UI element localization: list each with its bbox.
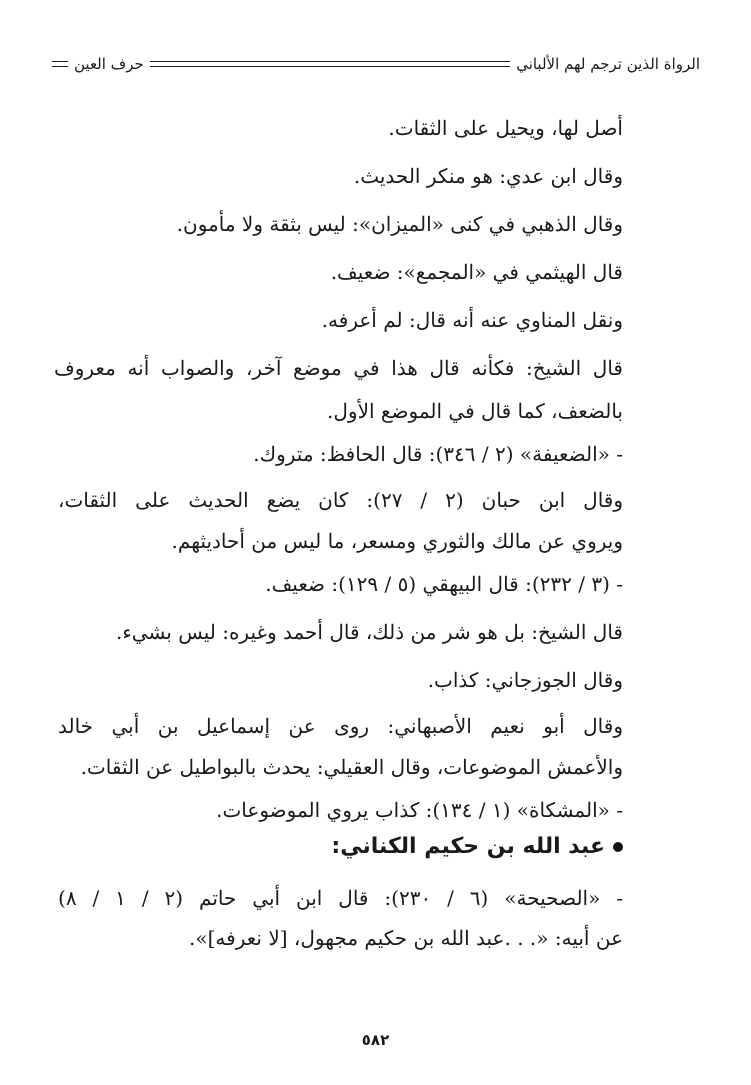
text-line: وقال ابن عدي: هو منكر الحديث. (353, 164, 623, 188)
entry-heading (331, 834, 623, 859)
text-line: وقال الذهبي في كنى «الميزان»: ليس بثقة ولا مأمون. (176, 212, 623, 236)
entry-heading-text: عبد الله بن حكيم الكناني: (331, 834, 605, 859)
text-line: - «الصحيحة» (٦ / ٢٣٠): قال ابن أبي حاتم (٢ / ١ / ٨) (58, 886, 624, 910)
text-line: قال الشيخ: فكأنه قال هذا في موضع آخر، والصواب أنه معروف (54, 356, 623, 380)
entry-text (58, 878, 623, 958)
text-line: وقال أبو نعيم الأصبهاني: روى عن إسماعيل بن أبي خالد (58, 714, 623, 738)
text-line: والأعمش الموضوعات، وقال العقيلي: يحدث بالبواطيل عن الثقات. (80, 755, 623, 779)
text-line: قال الشيخ: بل هو شر من ذلك، قال أحمد وغيره: ليس بشيء. (116, 620, 623, 644)
text-line: ويروي عن مالك والثوري ومسعر، ما ليس من أحاديثهم. (171, 529, 623, 553)
text-line: عن أبيه: «. . .عبد الله بن حكيم مجهول، [لا نعرفه]». (189, 926, 623, 950)
text-line: أصل لها، ويحيل على الثقات. (388, 116, 623, 140)
text-line: - «الضعيفة» (٢ / ٣٤٦): قال الحافظ: متروك. (253, 442, 623, 466)
running-header (52, 52, 700, 76)
page-number: ٥٨٢ (361, 1031, 390, 1049)
body-text (54, 104, 624, 834)
text-line: - (٣ / ٢٣٢): قال البيهقي (٥ / ١٢٩): ضعيف. (265, 572, 623, 596)
text-line: بالضعف، كما قال في الموضع الأول. (327, 399, 623, 423)
text-line: - «المشكاة» (١ / ١٣٤): كذاب يروي الموضوعات. (216, 798, 623, 822)
text-line: وقال ابن حبان (٢ / ٢٧): كان يضع الحديث على الثقات، (58, 488, 624, 512)
book-title: الرواة الذين ترجم لهم الألباني (516, 55, 700, 73)
header-rule-end (52, 61, 68, 67)
text-line: ونقل المناوي عنه أنه قال: لم أعرفه. (321, 308, 623, 332)
chapter-title: حرف العين (74, 55, 144, 73)
text-line: قال الهيثمي في «المجمع»: ضعيف. (330, 260, 623, 284)
bullet-icon (613, 842, 623, 852)
header-rule (150, 61, 510, 67)
text-line: وقال الجوزجاني: كذاب. (427, 668, 623, 692)
